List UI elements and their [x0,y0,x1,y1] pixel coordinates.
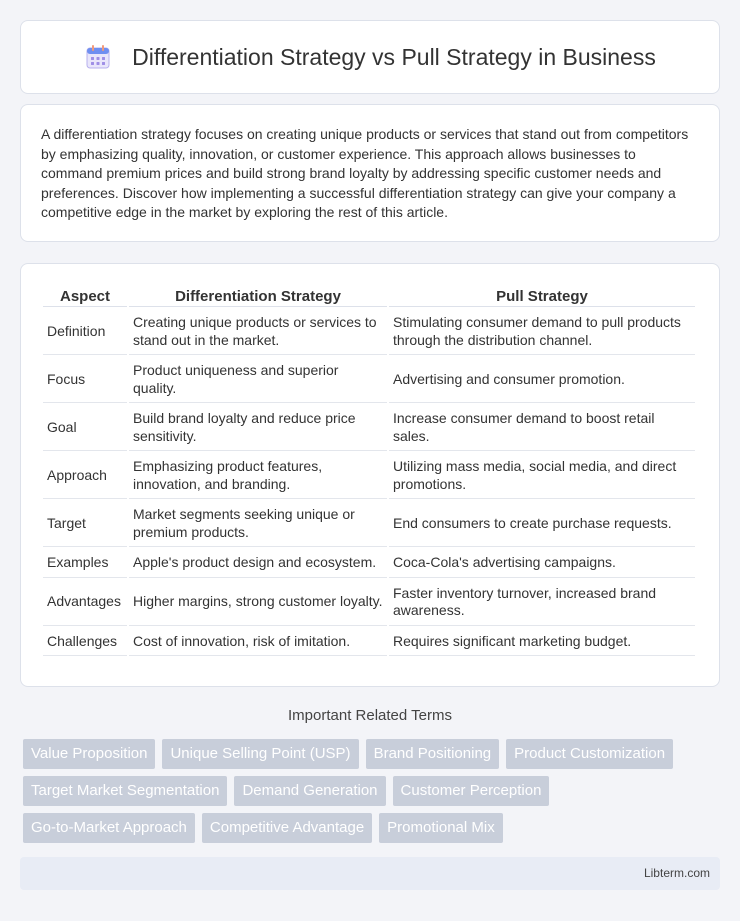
cell-differentiation: Emphasizing product features, innovation, and branding. [129,453,387,499]
related-term-tag[interactable]: Product Customization [506,739,673,769]
cell-aspect: Target [43,501,127,547]
table-row [43,453,695,499]
table-header-row [43,284,695,307]
cell-aspect: Definition [43,309,127,355]
cell-differentiation: Higher margins, strong customer loyalty. [129,580,387,626]
cell-differentiation: Cost of innovation, risk of imitation. [129,628,387,657]
related-term-tag[interactable]: Unique Selling Point (USP) [162,739,358,769]
intro-card [20,104,720,242]
table-row [43,549,695,578]
table-row [43,580,695,626]
cell-aspect: Goal [43,405,127,451]
cell-differentiation: Creating unique products or services to stand out in the market. [129,309,387,355]
header-differentiation: Differentiation Strategy [129,284,387,307]
comparison-table [41,282,697,658]
calendar-icon [84,43,112,71]
footer-site-link[interactable]: Libterm.com [643,866,710,880]
cell-aspect: Examples [43,549,127,578]
header-pull: Pull Strategy [389,284,695,307]
footer [20,857,720,890]
table-row [43,628,695,657]
cell-pull: End consumers to create purchase requests. [389,501,695,547]
related-term-tag[interactable]: Demand Generation [234,776,385,806]
header-aspect: Aspect [43,284,127,307]
cell-aspect: Challenges [43,628,127,657]
cell-pull: Advertising and consumer promotion. [389,357,695,403]
cell-aspect: Approach [43,453,127,499]
cell-differentiation: Apple's product design and ecosystem. [129,549,387,578]
related-term-tag[interactable]: Value Proposition [23,739,155,769]
related-term-tag[interactable]: Target Market Segmentation [23,776,227,806]
cell-pull: Increase consumer demand to boost retail sales. [389,405,695,451]
related-terms-list [23,739,723,850]
intro-text: A differentiation strategy focuses on creating unique products or services that stand out from competitors by emphasizing quality, innovation, or customer experience. This approach allows businesses to command premium prices and build strong brand loyalty by addressing specific customer needs and preferences. Discover how implementing a successful differentiation strategy can give your company a competitive edge in the market by exploring the rest of this article. [41,126,689,221]
table-row [43,309,695,355]
related-term-tag[interactable]: Promotional Mix [379,813,503,843]
comparison-table-card [20,263,720,687]
page-title: Differentiation Strategy vs Pull Strategy in Business [132,43,656,70]
cell-differentiation: Product uniqueness and superior quality. [129,357,387,403]
cell-pull: Stimulating consumer demand to pull products through the distribution channel. [389,309,695,355]
cell-pull: Coca-Cola's advertising campaigns. [389,549,695,578]
table-row [43,501,695,547]
table-row [43,405,695,451]
cell-pull: Utilizing mass media, social media, and direct promotions. [389,453,695,499]
cell-differentiation: Market segments seeking unique or premium products. [129,501,387,547]
header-card [20,20,720,94]
related-term-tag[interactable]: Competitive Advantage [202,813,372,843]
cell-aspect: Advantages [43,580,127,626]
cell-pull: Faster inventory turnover, increased brand awareness. [389,580,695,626]
cell-aspect: Focus [43,357,127,403]
related-term-tag[interactable]: Customer Perception [393,776,550,806]
related-term-tag[interactable]: Go-to-Market Approach [23,813,195,843]
cell-differentiation: Build brand loyalty and reduce price sensitivity. [129,405,387,451]
related-terms-title: Important Related Terms [288,707,452,724]
related-term-tag[interactable]: Brand Positioning [366,739,500,769]
table-row [43,357,695,403]
cell-pull: Requires significant marketing budget. [389,628,695,657]
